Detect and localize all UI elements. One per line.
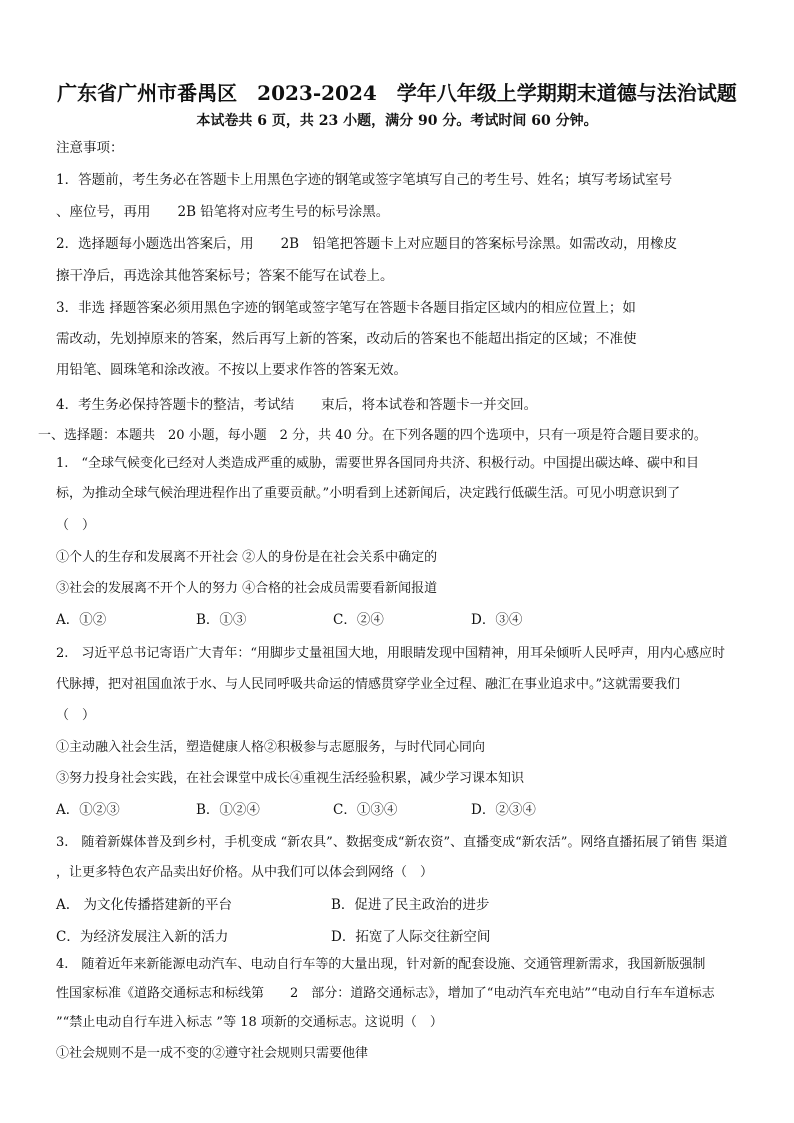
q1-line-1: 1. “全球气候变化已经对人类造成严重的威胁，需要世界各国同舟共济、积极行动。中国提出碳达峰、碳中和目 — [56, 456, 700, 471]
q4-statement-1: ①社会规则不是一成不变的②遵守社会规则只需要他律 — [56, 1046, 369, 1061]
exam-title: 广东省广州市番禺区 2023-2024 学年八年级上学期期末道德与法治试题 — [57, 81, 737, 105]
exam-subtitle: 本试卷共 6 页，共 23 小题，满分 90 分。考试时间 60 分钟。 — [196, 113, 598, 129]
note-3-line-1: 3．非选 择题答案必须用黑色字迹的钢笔或签字笔写在答题卡各题目指定区域内的相应位置上；如 — [56, 300, 636, 316]
q4-line-2: 性国家标准《道路交通标志和标线第 2 部分：道路交通标志》，增加了“电动汽车充电站”“电动自行车车道标志 — [56, 986, 715, 1001]
q1-option-b: B．①③ — [196, 612, 247, 628]
q1-option-d: D．③④ — [471, 612, 523, 628]
q1-line-2: 标，为推动全球气候治理进程作出了重要贡献。”小明看到上述新闻后，决定践行低碳生活。可见小明意识到了 — [56, 486, 681, 501]
notes-heading: 注意事项： — [56, 140, 124, 156]
q1-option-a: A．①② — [56, 612, 107, 628]
q3-line-2: ，让更多特色农产品卖出好价格。从中我们可以体会到网络（ ） — [56, 865, 434, 880]
q2-option-d: D．②③④ — [471, 802, 536, 818]
q3-option-d: D．拓宽了人际交往新空间 — [331, 929, 491, 945]
note-3-line-3: 用铅笔、圆珠笔和涂改液。不按以上要求作答的答案无效。 — [56, 362, 407, 378]
q4-line-3: ”“禁止电动自行车进入标志 ”等 18 项新的交通标志。这说明（ ） — [56, 1015, 443, 1030]
note-3-line-2: 需改动，先划掉原来的答案，然后再写上新的答案，改动后的答案也不能超出指定的区域；不准使 — [56, 331, 637, 347]
q4-line-1: 4. 随着近年来新能源电动汽车、电动自行车等的大量出现，针对新的配套设施、交通管理新需求，我国新版强制 — [56, 957, 706, 972]
note-1-line-1: 1．答题前，考生务必在答题卡上用黑色字迹的钢笔或签字笔填写自己的考生号、姓名；填写考场试室号 — [56, 172, 673, 188]
note-1-line-2: 、座位号，再用 2B 铅笔将对应考生号的标号涂黑。 — [56, 204, 390, 220]
q2-line-1: 2. 习近平总书记寄语广大青年：“用脚步丈量祖国大地，用眼睛发现中国精神，用耳朵倾听人民呼声，用内心感应时 — [56, 646, 726, 661]
q2-option-c: C．①③④ — [333, 802, 398, 818]
section-1-heading: 一、选择题：本题共 20 小题，每小题 2 分，共 40 分。在下列各题的四个选项中，只有一项是符合题目要求的。 — [38, 428, 707, 443]
q2-option-a: A．①②③ — [56, 802, 120, 818]
q1-paren: （ ） — [56, 518, 96, 533]
q3-line-1: 3. 随着新媒体普及到乡村，手机变成 “新农具”、数据变成“新农资”、直播变成“新农活”。网络直播拓展了销售 渠道 — [56, 835, 728, 850]
q1-statement-1: ①个人的生存和发展离不开社会 ②人的身份是在社会关系中确定的 — [56, 550, 438, 565]
note-4: 4．考生务必保持答题卡的整洁，考试结 束后，将本试卷和答题卡一并交回。 — [56, 397, 538, 413]
q1-option-c: C．②④ — [333, 612, 384, 628]
q3-option-c: C．为经济发展注入新的活力 — [56, 929, 229, 945]
q1-statement-2: ③社会的发展离不开个人的努力 ④合格的社会成员需要看新闻报道 — [56, 581, 438, 596]
q2-paren: （ ） — [56, 708, 96, 723]
note-2-line-1: 2．选择题每小题选出答案后，用 2B 铅笔把答题卡上对应题目的答案标号涂黑。如需改动，用橡皮 — [56, 236, 678, 252]
q2-option-b: B．①②④ — [196, 802, 260, 818]
q2-statement-1: ①主动融入社会生活，塑造健康人格②积极参与志愿服务，与时代同心同向 — [56, 740, 486, 755]
q2-line-2: 代脉搏，把对祖国血浓于水、与人民同呼吸共命运的情感贯穿学业全过程、融汇在事业追求中。”这就需要我们 — [56, 677, 681, 692]
q2-statement-2: ③努力投身社会实践，在社会课堂中成长④重视生活经验积累，减少学习课本知识 — [56, 771, 525, 786]
q3-option-a: A. 为文化传播搭建新的平台 — [56, 897, 233, 913]
note-2-line-2: 擦干净后，再选涂其他答案标号；答案不能写在试卷上。 — [56, 268, 394, 284]
q3-option-b: B．促进了民主政治的进步 — [331, 897, 490, 913]
